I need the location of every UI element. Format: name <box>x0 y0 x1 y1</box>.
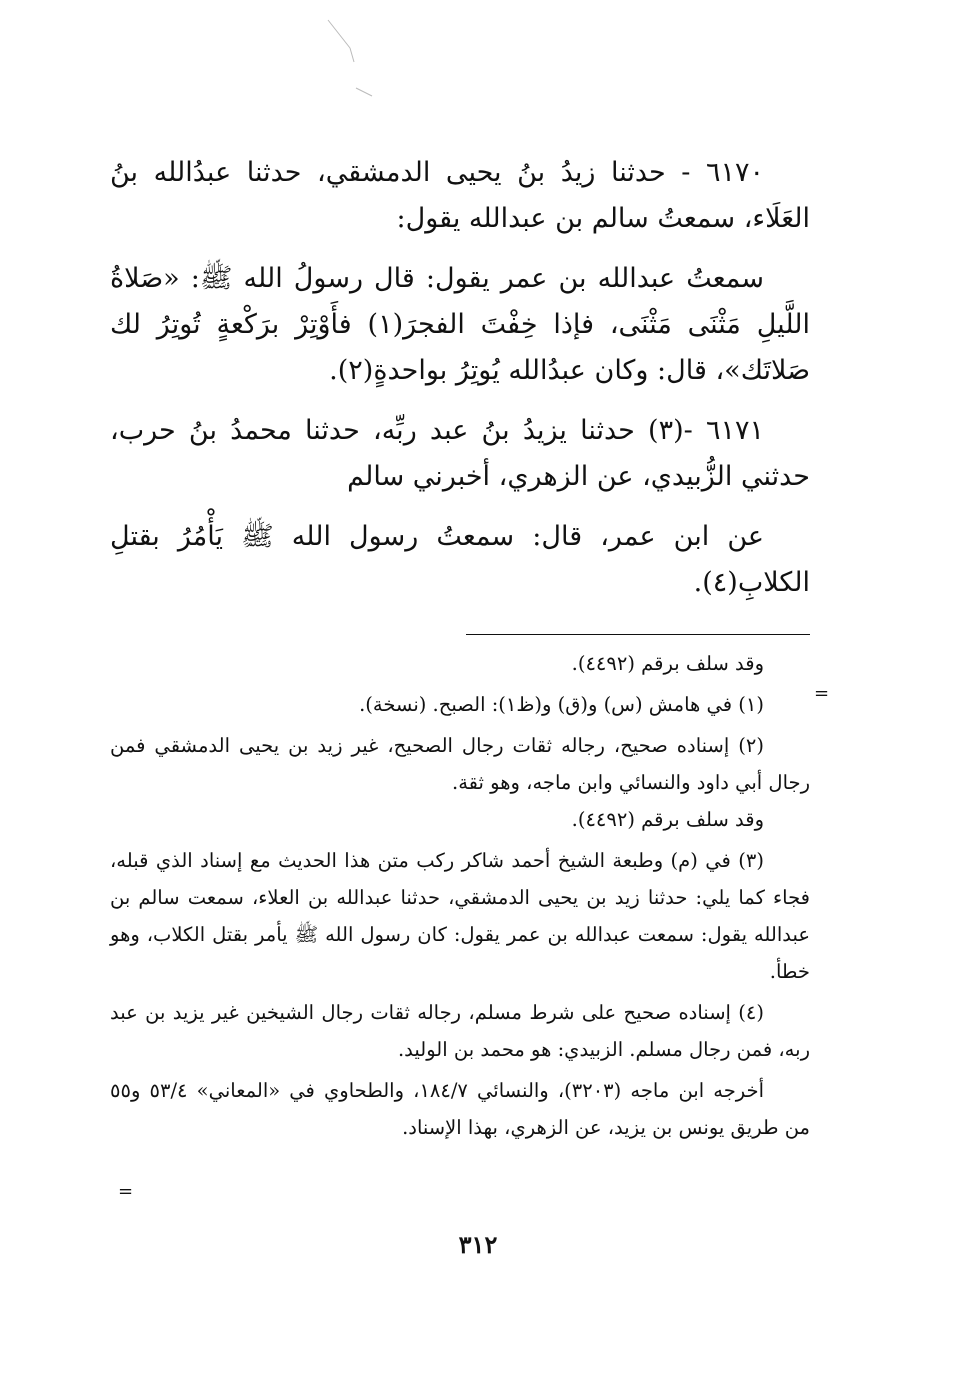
footnotes <box>110 645 810 1146</box>
footnote-3: (٣) في (م) وطبعة الشيخ أحمد شاكر ركب متن هذا الحديث مع إسناد الذي قبله، فجاء كما يلي: حدثنا زيد بن يحيى الدمشقي، حدثنا عبدالله بن العلاء، سمعت سالم بن عبدالله يقول: سمعت عبدالله بن عمر يقول: كان رسول الله ﷺ يأمر بقتل الكلاب، وهو خطأ. <box>110 849 810 983</box>
hadith-6171-chain: ٦١٧١ -(٣) حدثنا يزيدُ بنُ عبد ربِّه، حدثنا محمدُ بنُ حرب، حدثني الزُّبيدي، عن الزهري، أخبرني سالم <box>110 415 810 492</box>
footnote-4-takhrij: أخرجه ابن ماجه (٣٢٠٣)، والنسائي ١٨٤/٧، والطحاوي في «المعاني» ٥٣/٤ و٥٥ من طريق يونس بن يزيد، عن الزهري، بهذا الإسناد. <box>110 1079 810 1139</box>
continuation-mark-top: = <box>814 683 830 704</box>
continuation-mark-bottom: = <box>118 1181 134 1202</box>
hadith-6170-text: سمعتُ عبدالله بن عمر يقول: قال رسولُ الله ﷺ: «صَلاةُ اللَّيلِ مَثْنَى مَثْنَى، فإذا خِفْتَ الفجرَ(١) فأَوْتِرْ برَكْعةٍ تُوتِرُ لك صَلاتَك»، قال: وكان عبدُالله يُوتِرُ بواحدةٍ(٢). <box>110 263 810 386</box>
footnote-4: (٤) إسناده صحيح على شرط مسلم، رجاله ثقات رجال الشيخين غير يزيد بن عبد ربه، فمن رجال مسلم. الزبيدي: هو محمد بن الوليد. <box>110 1001 810 1061</box>
page-number: ٣١٢ <box>458 1230 498 1259</box>
hadith-6170-chain: ٦١٧٠ - حدثنا زيدُ بنُ يحيى الدمشقي، حدثنا عبدُالله بنُ العَلَاء، سمعتُ سالم بن عبدالله يقول: <box>110 157 810 234</box>
footnote-continuation: وقد سلف برقم (٤٤٩٢). <box>571 652 764 675</box>
hadith-text <box>110 150 810 606</box>
footnote-2-reference: وقد سلف برقم (٤٤٩٢). <box>571 808 764 831</box>
footnote-2: (٢) إسناده صحيح، رجاله ثقات رجال الصحيح، غير زيد بن يحيى الدمشقي فمن رجال أبي داود والنسائي وابن ماجه، وهو ثقة. <box>110 734 810 794</box>
scan-artifact <box>320 18 380 98</box>
footnote-divider <box>466 634 810 635</box>
document-page <box>110 150 810 1146</box>
footnote-1: (١) في هامش (س) و(ق) و(ظ١): الصبح. (نسخة). <box>359 693 764 716</box>
hadith-6171-text: عن ابن عمر، قال: سمعتُ رسول الله ﷺ يَأْمُرُ بقتلِ الكلابِ(٤). <box>110 521 810 598</box>
